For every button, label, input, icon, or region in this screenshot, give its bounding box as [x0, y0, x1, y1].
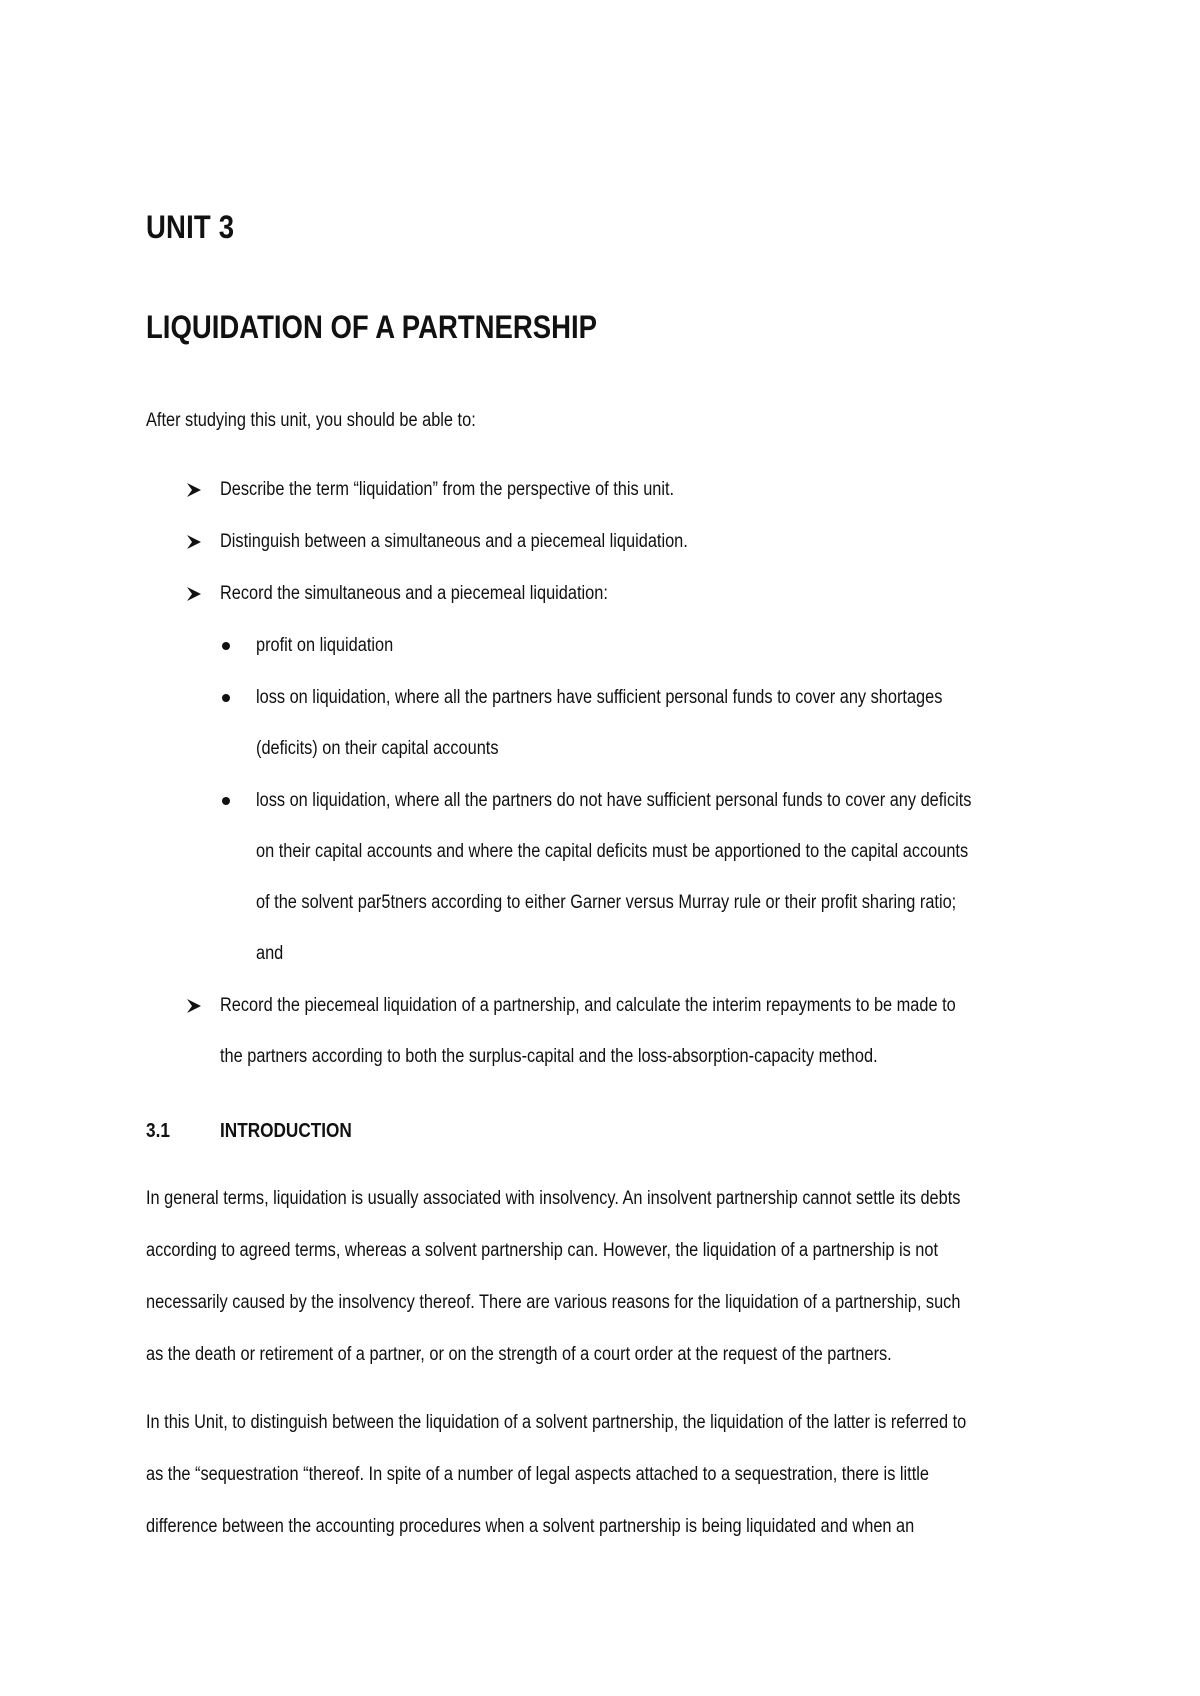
arrow-bullet-icon [186, 581, 208, 607]
paragraph-line: necessarily caused by the insolvency thereof. There are various reasons for the liquidation of a partnership, such [146, 1292, 961, 1313]
paragraph-line: difference between the accounting procedures when a solvent partnership is being liquidated and when an [146, 1516, 915, 1537]
arrow-bullet-icon [186, 993, 208, 1019]
paragraph-line: In this Unit, to distinguish between the liquidation of a solvent partnership, the liquidation of the latter is referred to [146, 1412, 967, 1433]
page-title: LIQUIDATION OF A PARTNERSHIP [146, 309, 598, 345]
section-number: 3.1 [146, 1120, 170, 1142]
arrow-bullet-icon [186, 529, 208, 555]
paragraph-line: according to agreed terms, whereas a solvent partnership can. However, the liquidation of a partnership is not [146, 1240, 939, 1261]
paragraph-line: as the “sequestration “thereof. In spite of a number of legal aspects attached to a sequestration, there is little [146, 1464, 929, 1485]
section-title: INTRODUCTION [220, 1120, 352, 1142]
bullet-dot-icon [222, 694, 230, 702]
paragraph-line: as the death or retirement of a partner, or on the strength of a court order at the request of the partners. [146, 1344, 892, 1365]
document-page: UNIT 3 LIQUIDATION OF A PARTNERSHIP After studying this unit, you should be able to: Describe the term “liquidation” from the perspective of this unit. Distinguish between a simultaneous and a piecemeal liquidation. Record the simultaneous and a piecemeal liquidation: profit on liquidation loss on liquidation, where all the partners have sufficient personal funds to cover any shortages (deficits) on their capital accounts loss on liquidation, where all the partners do not have sufficient personal funds to cover any deficits on their capital accounts and where the capital deficits must be apportioned to the capital accounts of the solvent par5tners according to either Garner versus Murray rule or their profit sharing ratio; and Record the piecemeal liquidation of a partnership, and calculate the interim repayments to be made to the partners according to both the surplus-capital and the loss-absorption-capacity method. 3.1 INTRODUCTION In general terms, liquidation is usually associated with insolvency. An insolvent partnership cannot settle its debts according to agreed terms, whereas a solvent partnership can. However, the liquidation of a partnership is not necessarily caused by the insolvency thereof. There are various reasons for the liquidation of a partnership, such as the death or retirement of a partner, or on the strength of a court order at the request of the partners. In this Unit, to distinguish between the liquidation of a solvent partnership, the liquidation of the latter is referred to as the “sequestration “thereof. In spite of a number of legal aspects attached to a sequestration, there is little difference between the accounting procedures when a solvent partnership is being liquidated and when an [0, 0, 1200, 1696]
intro-text: After studying this unit, you should be able to: [146, 410, 476, 431]
bullet-dot-icon [222, 797, 230, 805]
arrow-bullet-icon [186, 477, 208, 503]
paragraph-line: In general terms, liquidation is usually associated with insolvency. An insolvent partnership cannot settle its debts [146, 1188, 961, 1209]
unit-label: UNIT 3 [146, 209, 235, 245]
bullet-dot-icon [222, 642, 230, 650]
